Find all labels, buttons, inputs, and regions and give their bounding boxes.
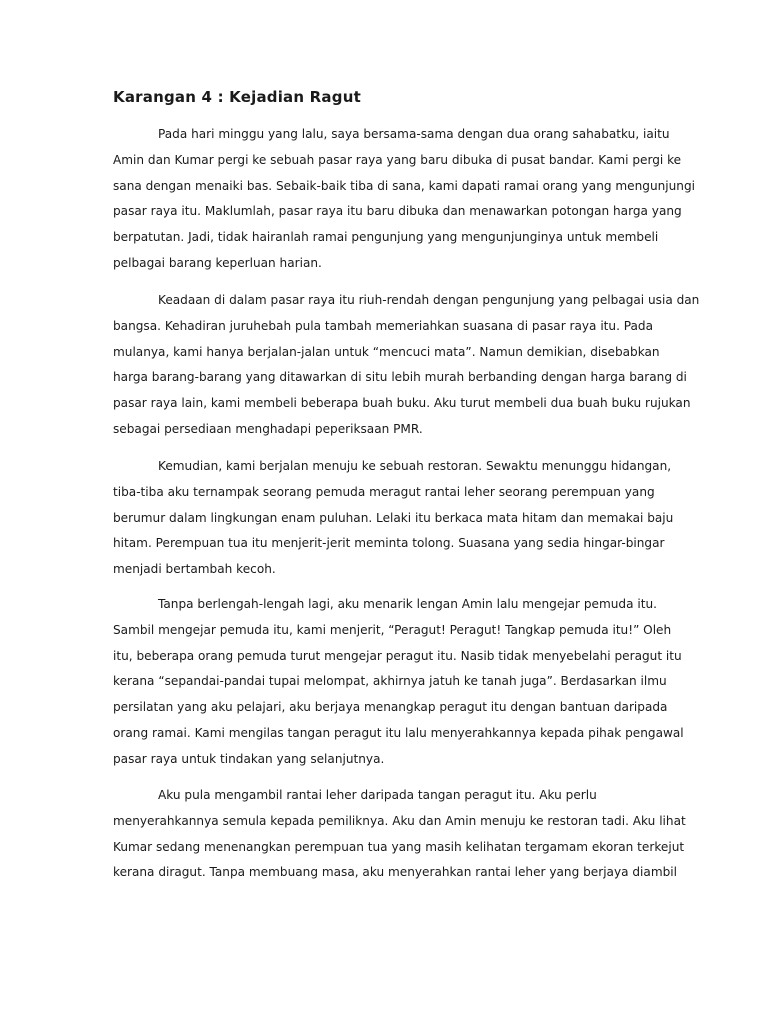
paragraph-line: harga barang-barang yang ditawarkan di situ lebih murah berbanding dengan harga barang di	[113, 370, 687, 385]
paragraph-line: persilatan yang aku pelajari, aku berjaya menangkap peragut itu dengan bantuan daripada	[113, 700, 668, 715]
paragraph-line: Tanpa berlengah-lengah lagi, aku menarik lengan Amin lalu mengejar pemuda itu.	[158, 597, 657, 611]
paragraph-line: Pada hari minggu yang lalu, saya bersama-sama dengan dua orang sahabatku, iaitu	[158, 127, 670, 141]
paragraph-line: Amin dan Kumar pergi ke sebuah pasar raya yang baru dibuka di pusat bandar. Kami pergi ke	[113, 152, 682, 167]
paragraph-4	[113, 592, 684, 773]
paragraph-line: pasar raya itu. Maklumlah, pasar raya itu baru dibuka dan menawarkan potongan harga yang	[113, 204, 682, 219]
paragraph-line: orang ramai. Kami mengilas tangan peragut itu lalu menyerahkannya kepada pihak pengawal	[113, 725, 684, 740]
paragraph-line: tiba-tiba aku ternampak seorang pemuda meragut rantai leher seorang perempuan yang	[113, 484, 655, 499]
paragraph-line: pelbagai barang keperluan harian.	[113, 255, 322, 270]
paragraph-line: Sambil mengejar pemuda itu, kami menjerit, “Peragut! Peragut! Tangkap pemuda itu!” Oleh	[113, 622, 672, 637]
paragraph-line: sana dengan menaiki bas. Sebaik-baik tiba di sana, kami dapati ramai orang yang mengunjungi	[113, 178, 695, 193]
paragraph-line: hitam. Perempuan tua itu menjerit-jerit meminta tolong. Suasana yang sedia hingar-bingar	[113, 536, 665, 551]
paragraph-2	[113, 288, 700, 443]
paragraph-1	[113, 122, 695, 277]
paragraph-line: Keadaan di dalam pasar raya itu riuh-rendah dengan pengunjung yang pelbagai usia dan	[158, 293, 700, 307]
paragraph-line: Aku pula mengambil rantai leher daripada tangan peragut itu. Aku perlu	[158, 788, 597, 802]
paragraph-line: bangsa. Kehadiran juruhebah pula tambah memeriahkan suasana di pasar raya itu. Pada	[113, 318, 654, 333]
paragraph-line: berumur dalam lingkungan enam puluhan. Lelaki itu berkaca mata hitam dan memakai baju	[113, 510, 674, 525]
paragraph-line: Kemudian, kami berjalan menuju ke sebuah restoran. Sewaktu menunggu hidangan,	[158, 459, 672, 473]
paragraph-line: kerana “sepandai-pandai tupai melompat, akhirnya jatuh ke tanah juga”. Berdasarkan ilmu	[113, 674, 667, 689]
paragraph-line: kerana diragut. Tanpa membuang masa, aku menyerahkan rantai leher yang berjaya diambil	[113, 865, 678, 880]
paragraph-line: pasar raya lain, kami membeli beberapa buah buku. Aku turut membeli dua buah buku rujukan	[113, 396, 691, 411]
paragraph-line: menyerahkannya semula kepada pemiliknya. Aku dan Amin menuju ke restoran tadi. Aku lihat	[113, 813, 686, 828]
paragraph-line: Kumar sedang menenangkan perempuan tua yang masih kelihatan tergamam ekoran terkejut	[113, 839, 685, 854]
essay-title: Karangan 4 : Kejadian Ragut	[113, 88, 361, 106]
paragraph-line: menjadi bertambah kecoh.	[113, 562, 276, 577]
paragraph-line: pasar raya untuk tindakan yang selanjutnya.	[113, 751, 385, 766]
paragraph-line: itu, beberapa orang pemuda turut mengejar peragut itu. Nasib tidak menyebelahi peragut itu	[113, 648, 682, 663]
paragraph-3	[113, 454, 673, 583]
paragraph-line: berpatutan. Jadi, tidak hairanlah ramai pengunjung yang mengunjunginya untuk membeli	[113, 230, 659, 245]
paragraph-line: sebagai persediaan menghadapi peperiksaan PMR.	[113, 421, 423, 436]
paragraph-5	[113, 783, 686, 886]
paragraph-line: mulanya, kami hanya berjalan-jalan untuk “mencuci mata”. Namun demikian, disebabkan	[113, 344, 660, 359]
